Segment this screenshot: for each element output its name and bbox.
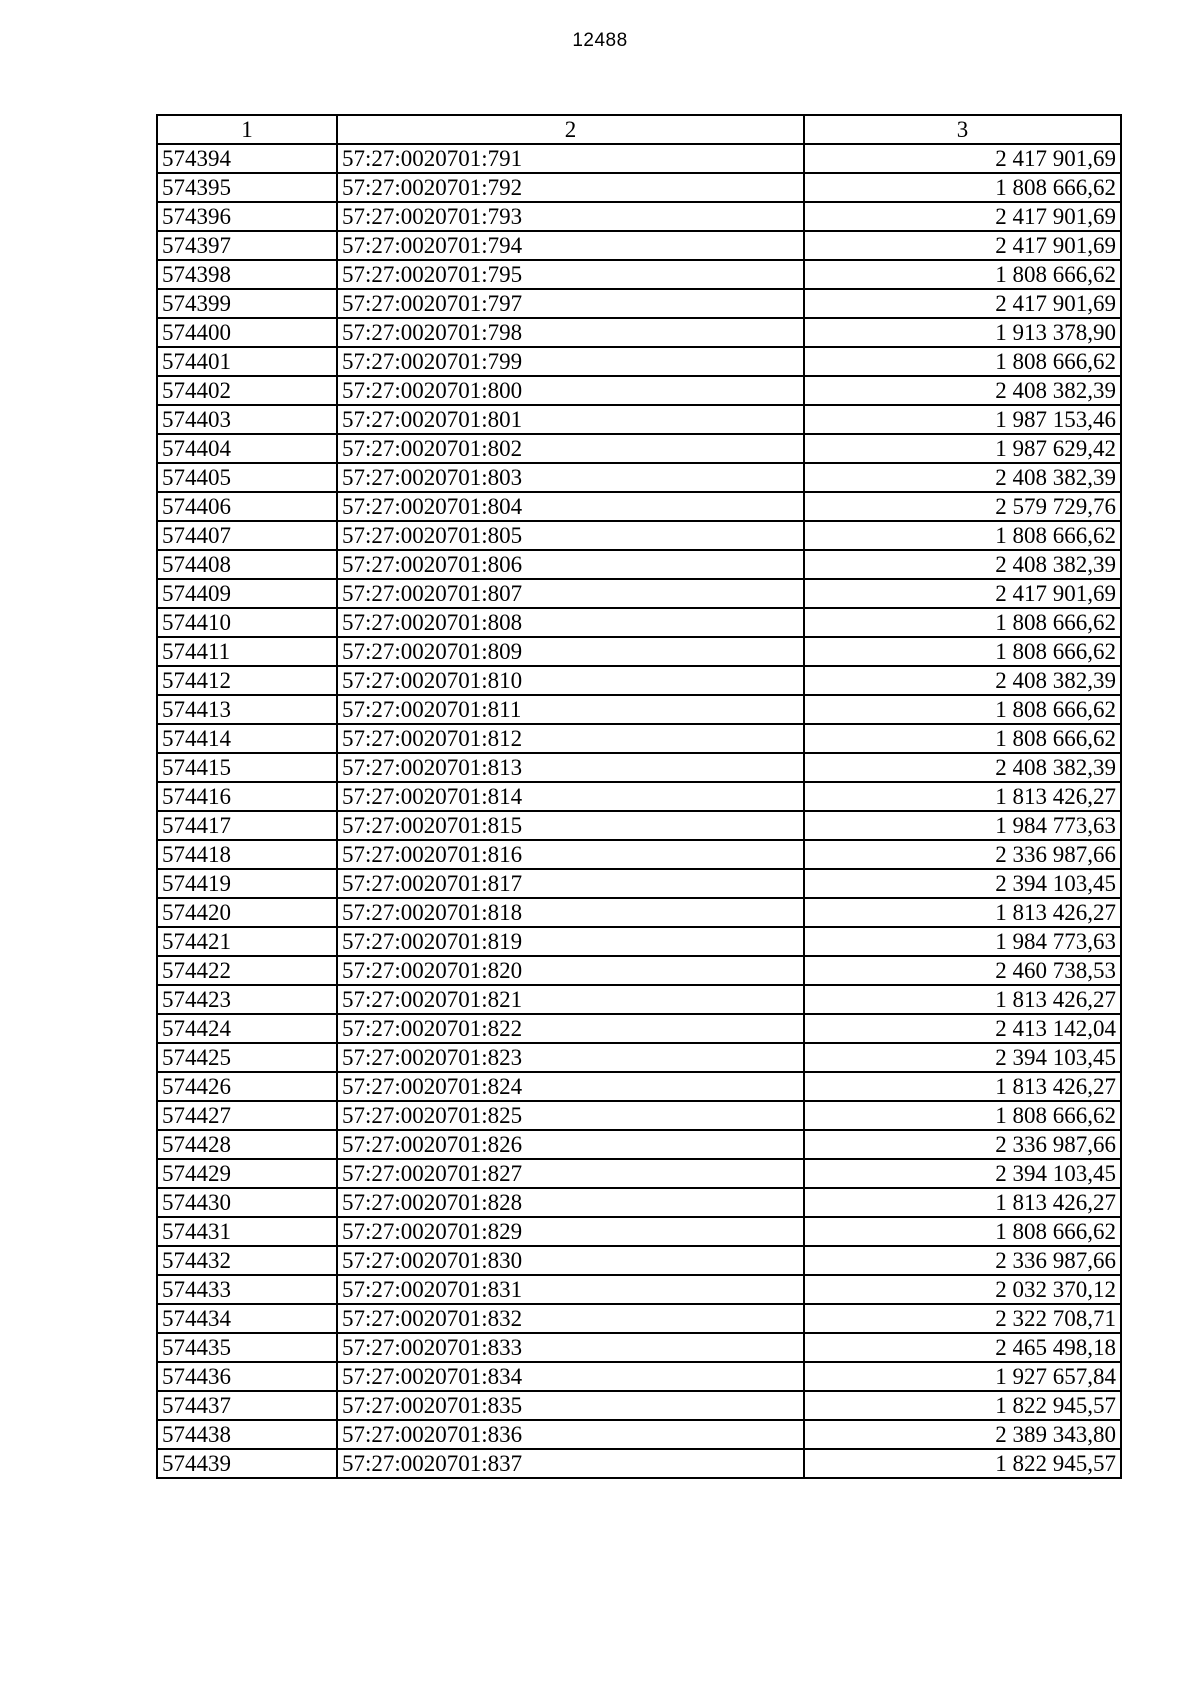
table-row (157, 318, 1121, 347)
cadastral-value-cell: 1 813 426,27 (804, 985, 1121, 1014)
cadastral-number-cell: 57:27:0020701:814 (337, 782, 804, 811)
table-row (157, 666, 1121, 695)
cadastral-value-cell: 2 389 343,80 (804, 1420, 1121, 1449)
table-row (157, 405, 1121, 434)
row-number-cell: 574434 (157, 1304, 337, 1333)
row-number-cell: 574425 (157, 1043, 337, 1072)
table-row (157, 1304, 1121, 1333)
cadastral-number-cell: 57:27:0020701:802 (337, 434, 804, 463)
table-row (157, 231, 1121, 260)
row-number-cell: 574417 (157, 811, 337, 840)
cadastral-number-cell: 57:27:0020701:824 (337, 1072, 804, 1101)
table-row (157, 782, 1121, 811)
cadastral-number-cell: 57:27:0020701:822 (337, 1014, 804, 1043)
table-row (157, 927, 1121, 956)
row-number-cell: 574397 (157, 231, 337, 260)
cadastral-value-table (156, 114, 1122, 1479)
cadastral-number-cell: 57:27:0020701:794 (337, 231, 804, 260)
cadastral-value-cell: 1 808 666,62 (804, 1101, 1121, 1130)
cadastral-value-cell: 1 808 666,62 (804, 695, 1121, 724)
cadastral-value-cell: 1 822 945,57 (804, 1449, 1121, 1478)
cadastral-number-cell: 57:27:0020701:808 (337, 608, 804, 637)
cadastral-value-cell: 1 984 773,63 (804, 927, 1121, 956)
row-number-cell: 574396 (157, 202, 337, 231)
cadastral-value-cell: 1 813 426,27 (804, 1072, 1121, 1101)
cadastral-value-cell: 1 813 426,27 (804, 898, 1121, 927)
cadastral-value-cell: 2 417 901,69 (804, 202, 1121, 231)
cadastral-number-cell: 57:27:0020701:833 (337, 1333, 804, 1362)
cadastral-value-cell: 2 336 987,66 (804, 1246, 1121, 1275)
row-number-cell: 574402 (157, 376, 337, 405)
row-number-cell: 574401 (157, 347, 337, 376)
table-row (157, 289, 1121, 318)
cadastral-number-cell: 57:27:0020701:798 (337, 318, 804, 347)
cadastral-number-cell: 57:27:0020701:799 (337, 347, 804, 376)
table-row (157, 521, 1121, 550)
table-row (157, 637, 1121, 666)
cadastral-value-cell: 2 336 987,66 (804, 1130, 1121, 1159)
cadastral-value-cell: 1 813 426,27 (804, 782, 1121, 811)
row-number-cell: 574403 (157, 405, 337, 434)
table-row (157, 985, 1121, 1014)
cadastral-number-cell: 57:27:0020701:806 (337, 550, 804, 579)
cadastral-number-cell: 57:27:0020701:811 (337, 695, 804, 724)
cadastral-number-cell: 57:27:0020701:816 (337, 840, 804, 869)
table-row (157, 550, 1121, 579)
cadastral-number-cell: 57:27:0020701:810 (337, 666, 804, 695)
table-row (157, 1362, 1121, 1391)
table-row (157, 579, 1121, 608)
cadastral-number-cell: 57:27:0020701:835 (337, 1391, 804, 1420)
table-row (157, 173, 1121, 202)
cadastral-value-cell: 1 913 378,90 (804, 318, 1121, 347)
cadastral-value-cell: 1 987 153,46 (804, 405, 1121, 434)
table-row (157, 1275, 1121, 1304)
cadastral-number-cell: 57:27:0020701:800 (337, 376, 804, 405)
cadastral-value-cell: 2 417 901,69 (804, 289, 1121, 318)
table-row (157, 1391, 1121, 1420)
table-row (157, 1014, 1121, 1043)
table-row (157, 753, 1121, 782)
row-number-cell: 574407 (157, 521, 337, 550)
row-number-cell: 574426 (157, 1072, 337, 1101)
row-number-cell: 574438 (157, 1420, 337, 1449)
table-row (157, 811, 1121, 840)
cadastral-value-cell: 1 987 629,42 (804, 434, 1121, 463)
row-number-cell: 574427 (157, 1101, 337, 1130)
table-row (157, 492, 1121, 521)
table-row (157, 1188, 1121, 1217)
row-number-cell: 574399 (157, 289, 337, 318)
row-number-cell: 574404 (157, 434, 337, 463)
table-row (157, 1333, 1121, 1362)
cadastral-number-cell: 57:27:0020701:803 (337, 463, 804, 492)
cadastral-number-cell: 57:27:0020701:828 (337, 1188, 804, 1217)
row-number-cell: 574412 (157, 666, 337, 695)
cadastral-number-cell: 57:27:0020701:827 (337, 1159, 804, 1188)
cadastral-value-cell: 2 408 382,39 (804, 753, 1121, 782)
row-number-cell: 574414 (157, 724, 337, 753)
cadastral-value-cell: 2 579 729,76 (804, 492, 1121, 521)
column-header-3: 3 (804, 115, 1121, 144)
table-row (157, 144, 1121, 173)
cadastral-number-cell: 57:27:0020701:823 (337, 1043, 804, 1072)
table-row (157, 869, 1121, 898)
cadastral-value-cell: 1 808 666,62 (804, 521, 1121, 550)
table-row (157, 1420, 1121, 1449)
cadastral-value-cell: 1 813 426,27 (804, 1188, 1121, 1217)
row-number-cell: 574395 (157, 173, 337, 202)
row-number-cell: 574428 (157, 1130, 337, 1159)
cadastral-number-cell: 57:27:0020701:793 (337, 202, 804, 231)
table-header (157, 115, 1121, 144)
row-number-cell: 574405 (157, 463, 337, 492)
cadastral-value-cell: 2 408 382,39 (804, 463, 1121, 492)
table-row (157, 202, 1121, 231)
cadastral-number-cell: 57:27:0020701:807 (337, 579, 804, 608)
table-row (157, 608, 1121, 637)
table-row (157, 1159, 1121, 1188)
cadastral-value-cell: 1 808 666,62 (804, 608, 1121, 637)
cadastral-number-cell: 57:27:0020701:826 (337, 1130, 804, 1159)
cadastral-value-cell: 2 417 901,69 (804, 144, 1121, 173)
cadastral-value-cell: 2 408 382,39 (804, 666, 1121, 695)
cadastral-number-cell: 57:27:0020701:804 (337, 492, 804, 521)
row-number-cell: 574419 (157, 869, 337, 898)
row-number-cell: 574394 (157, 144, 337, 173)
row-number-cell: 574408 (157, 550, 337, 579)
cadastral-number-cell: 57:27:0020701:801 (337, 405, 804, 434)
cadastral-value-cell: 2 032 370,12 (804, 1275, 1121, 1304)
table-row (157, 463, 1121, 492)
table-row (157, 1130, 1121, 1159)
table-row (157, 1449, 1121, 1478)
column-header-1: 1 (157, 115, 337, 144)
row-number-cell: 574406 (157, 492, 337, 521)
row-number-cell: 574416 (157, 782, 337, 811)
cadastral-value-cell: 2 465 498,18 (804, 1333, 1121, 1362)
cadastral-number-cell: 57:27:0020701:813 (337, 753, 804, 782)
table-row (157, 724, 1121, 753)
row-number-cell: 574431 (157, 1217, 337, 1246)
cadastral-value-cell: 1 808 666,62 (804, 637, 1121, 666)
cadastral-value-cell: 1 808 666,62 (804, 260, 1121, 289)
cadastral-number-cell: 57:27:0020701:834 (337, 1362, 804, 1391)
cadastral-value-cell: 2 408 382,39 (804, 550, 1121, 579)
cadastral-value-cell: 2 408 382,39 (804, 376, 1121, 405)
cadastral-number-cell: 57:27:0020701:809 (337, 637, 804, 666)
table-row (157, 1043, 1121, 1072)
row-number-cell: 574409 (157, 579, 337, 608)
cadastral-number-cell: 57:27:0020701:836 (337, 1420, 804, 1449)
cadastral-value-cell: 2 413 142,04 (804, 1014, 1121, 1043)
cadastral-number-cell: 57:27:0020701:829 (337, 1217, 804, 1246)
table-row (157, 956, 1121, 985)
cadastral-value-cell: 1 984 773,63 (804, 811, 1121, 840)
row-number-cell: 574421 (157, 927, 337, 956)
cadastral-value-cell: 1 808 666,62 (804, 347, 1121, 376)
row-number-cell: 574433 (157, 1275, 337, 1304)
row-number-cell: 574437 (157, 1391, 337, 1420)
table-row (157, 260, 1121, 289)
row-number-cell: 574432 (157, 1246, 337, 1275)
table-row (157, 898, 1121, 927)
table-row (157, 695, 1121, 724)
cadastral-value-cell: 1 808 666,62 (804, 173, 1121, 202)
table-row (157, 1072, 1121, 1101)
cadastral-value-cell: 2 336 987,66 (804, 840, 1121, 869)
row-number-cell: 574422 (157, 956, 337, 985)
row-number-cell: 574435 (157, 1333, 337, 1362)
cadastral-number-cell: 57:27:0020701:791 (337, 144, 804, 173)
cadastral-number-cell: 57:27:0020701:812 (337, 724, 804, 753)
cadastral-number-cell: 57:27:0020701:797 (337, 289, 804, 318)
table-body (157, 144, 1121, 1478)
table-row (157, 1217, 1121, 1246)
cadastral-number-cell: 57:27:0020701:825 (337, 1101, 804, 1130)
cadastral-number-cell: 57:27:0020701:831 (337, 1275, 804, 1304)
cadastral-number-cell: 57:27:0020701:815 (337, 811, 804, 840)
table-row (157, 1246, 1121, 1275)
cadastral-number-cell: 57:27:0020701:792 (337, 173, 804, 202)
cadastral-number-cell: 57:27:0020701:795 (337, 260, 804, 289)
cadastral-value-cell: 1 822 945,57 (804, 1391, 1121, 1420)
cadastral-value-cell: 2 394 103,45 (804, 1159, 1121, 1188)
cadastral-value-cell: 1 808 666,62 (804, 1217, 1121, 1246)
row-number-cell: 574430 (157, 1188, 337, 1217)
table-row (157, 840, 1121, 869)
cadastral-number-cell: 57:27:0020701:820 (337, 956, 804, 985)
cadastral-number-cell: 57:27:0020701:832 (337, 1304, 804, 1333)
row-number-cell: 574423 (157, 985, 337, 1014)
cadastral-number-cell: 57:27:0020701:830 (337, 1246, 804, 1275)
cadastral-number-cell: 57:27:0020701:837 (337, 1449, 804, 1478)
row-number-cell: 574398 (157, 260, 337, 289)
page-number: 12488 (572, 30, 628, 51)
cadastral-value-cell: 2 394 103,45 (804, 869, 1121, 898)
row-number-cell: 574411 (157, 637, 337, 666)
cadastral-number-cell: 57:27:0020701:819 (337, 927, 804, 956)
row-number-cell: 574415 (157, 753, 337, 782)
cadastral-value-cell: 2 460 738,53 (804, 956, 1121, 985)
column-header-2: 2 (337, 115, 804, 144)
cadastral-number-cell: 57:27:0020701:818 (337, 898, 804, 927)
header-row (157, 115, 1121, 144)
row-number-cell: 574400 (157, 318, 337, 347)
row-number-cell: 574424 (157, 1014, 337, 1043)
cadastral-value-cell: 2 417 901,69 (804, 231, 1121, 260)
table-row (157, 347, 1121, 376)
row-number-cell: 574413 (157, 695, 337, 724)
cadastral-number-cell: 57:27:0020701:821 (337, 985, 804, 1014)
cadastral-value-cell: 2 394 103,45 (804, 1043, 1121, 1072)
row-number-cell: 574410 (157, 608, 337, 637)
row-number-cell: 574418 (157, 840, 337, 869)
row-number-cell: 574436 (157, 1362, 337, 1391)
row-number-cell: 574420 (157, 898, 337, 927)
row-number-cell: 574429 (157, 1159, 337, 1188)
row-number-cell: 574439 (157, 1449, 337, 1478)
cadastral-value-cell: 2 322 708,71 (804, 1304, 1121, 1333)
table-row (157, 1101, 1121, 1130)
cadastral-number-cell: 57:27:0020701:817 (337, 869, 804, 898)
cadastral-value-cell: 1 808 666,62 (804, 724, 1121, 753)
cadastral-number-cell: 57:27:0020701:805 (337, 521, 804, 550)
cadastral-value-cell: 2 417 901,69 (804, 579, 1121, 608)
cadastral-value-cell: 1 927 657,84 (804, 1362, 1121, 1391)
table-row (157, 376, 1121, 405)
table-row (157, 434, 1121, 463)
